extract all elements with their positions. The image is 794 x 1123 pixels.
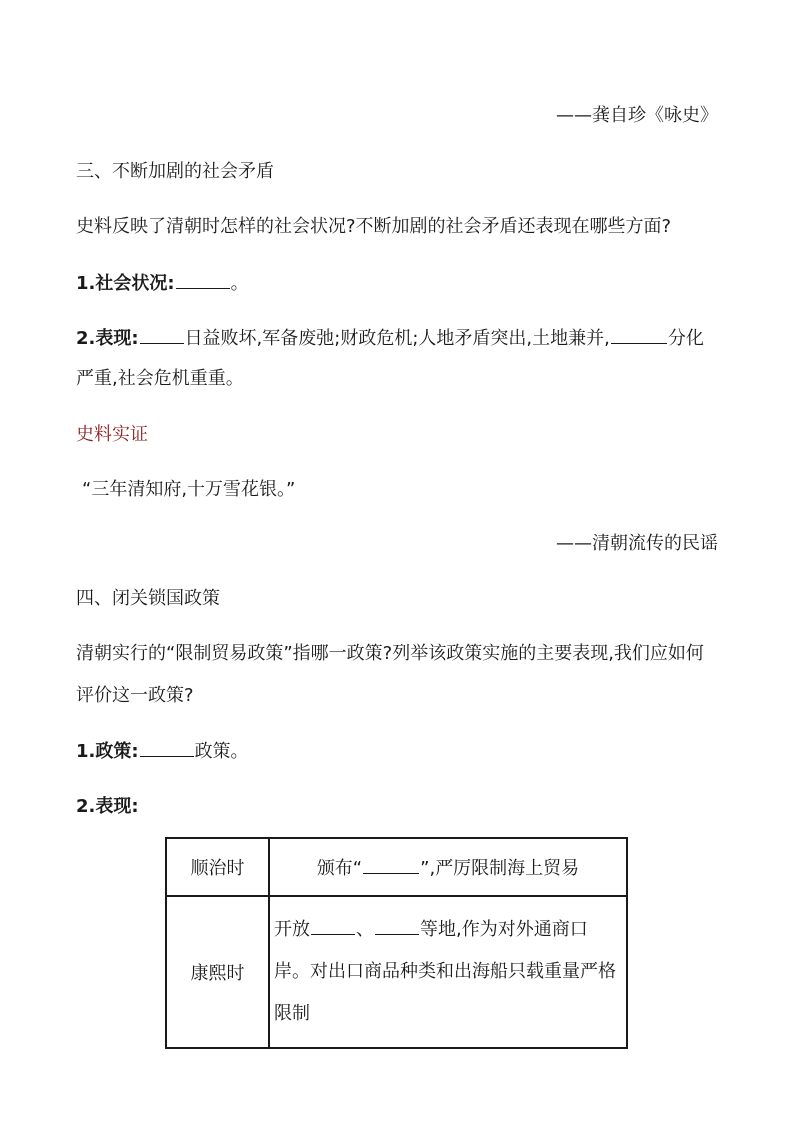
item2-mid: 日益败坏,军备废弛;财政危机;人地矛盾突出,土地兼并,: [184, 328, 610, 349]
evidence-label: 史料实证: [76, 424, 148, 445]
detail-post: 等地,作为对外通商口岸。对出口商品种类和出海船只载重量严格限制: [274, 919, 616, 1024]
answer-blank[interactable]: [140, 739, 194, 757]
detail-cell: [269, 838, 627, 896]
section3-item1: [76, 271, 718, 296]
policy-table: [165, 837, 628, 1049]
evidence-source: ——清朝流传的民谣: [556, 533, 718, 554]
answer-blank[interactable]: [375, 917, 419, 935]
section3-question: 史料反映了清朝时怎样的社会状况?不断加剧的社会矛盾还表现在哪些方面?: [76, 216, 672, 237]
table-row: [166, 838, 627, 896]
detail-pre: 颁布“: [316, 858, 363, 879]
detail-cell: [269, 896, 627, 1048]
quote-source-gong-zizhen: ——龚自珍《咏史》: [556, 105, 718, 126]
section3-item2-cont: 严重,社会危机重重。: [76, 368, 244, 389]
evidence-quote: “三年清知府,十万雪花银。”: [82, 479, 296, 500]
item1-tail: 。: [230, 273, 249, 294]
section4-question-line1: 清朝实行的“限制贸易政策”指哪一政策?列举该政策实施的主要表现,我们应如何: [76, 643, 704, 664]
answer-blank[interactable]: [363, 856, 419, 874]
answer-blank[interactable]: [611, 326, 667, 344]
item1-label: 1.社会状况:: [76, 273, 175, 294]
detail-pre: 开放: [274, 919, 310, 940]
detail-post: ”,严厉限制海上贸易: [420, 858, 580, 879]
table-row: [166, 896, 627, 1048]
section3-item2: [76, 326, 718, 351]
section4-item2-label: 2.表现:: [76, 796, 139, 817]
item2-label: 2.表现:: [76, 328, 139, 349]
answer-blank[interactable]: [140, 326, 184, 344]
period-cell: 康熙时: [166, 896, 269, 1048]
section4-question-line2: 评价这一政策?: [76, 685, 194, 706]
section4-item1: [76, 739, 718, 764]
period-cell: 顺治时: [166, 838, 269, 896]
detail-sep: 、: [356, 919, 374, 940]
answer-blank[interactable]: [311, 917, 355, 935]
item2-tail: 分化: [667, 328, 704, 349]
item1-tail: 政策。: [194, 741, 249, 762]
section4-heading: 四、闭关锁国政策: [76, 588, 220, 609]
answer-blank[interactable]: [176, 271, 230, 289]
section3-heading: 三、不断加剧的社会矛盾: [76, 161, 274, 182]
item1-label: 1.政策:: [76, 741, 139, 762]
